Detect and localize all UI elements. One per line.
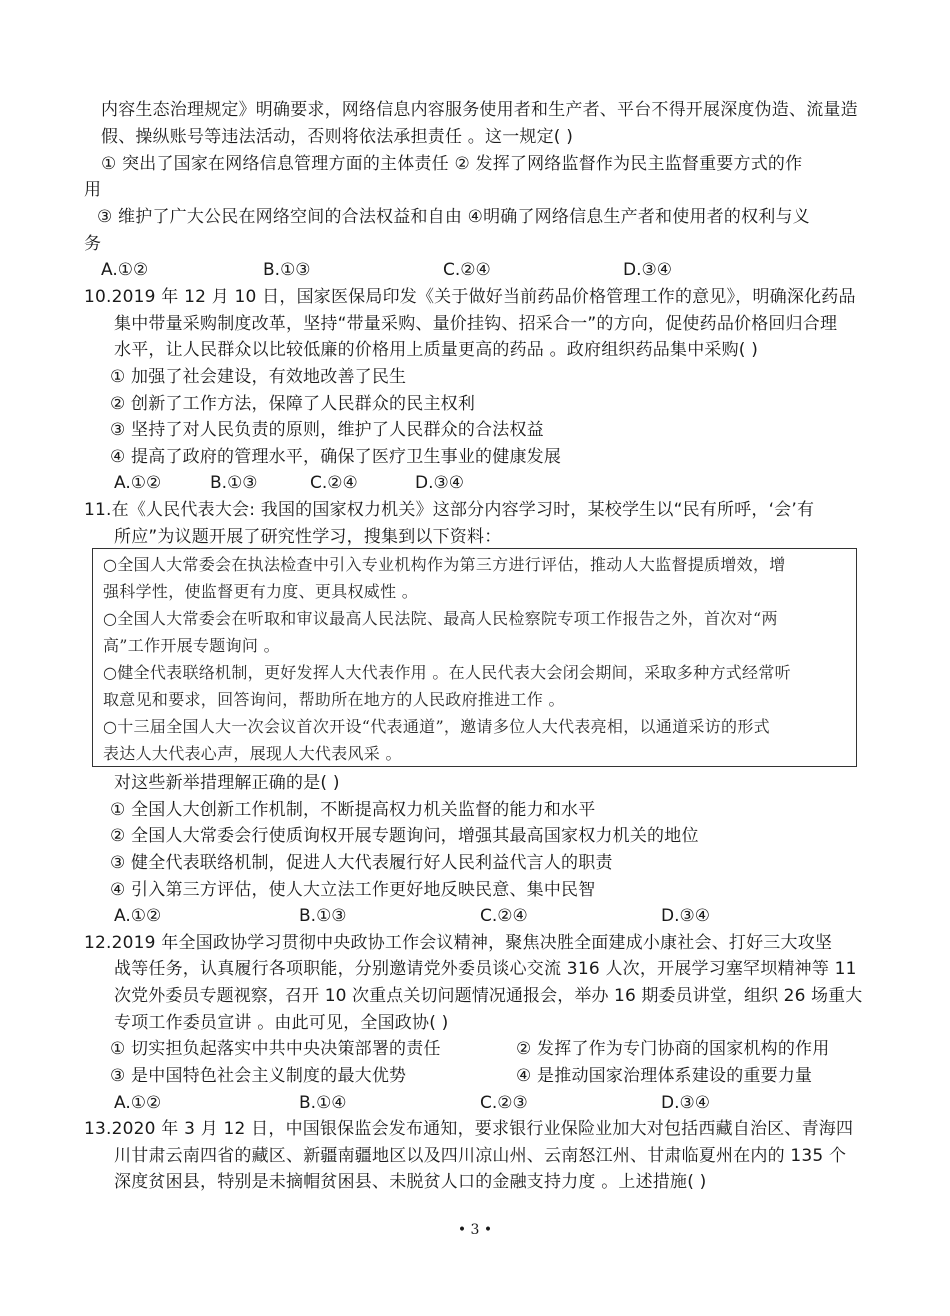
q11-stem-line-1: 11.在《人民代表大会: 我国的国家权力机关》这部分内容学习时，某校学生以“民有所呼，‘会’有 — [84, 500, 815, 520]
q11-material-line-2: 强科学性，使监督更有力度、更具权威性 。 — [103, 582, 419, 601]
q12-stem-line-1: 12.2019 年全国政协学习贯彻中央政协工作会议精神，聚焦决胜全面建成小康社会、打好三大攻坚 — [84, 933, 833, 953]
q11-option-a: A.①② — [114, 906, 162, 926]
q11-option-b: B.①③ — [299, 906, 347, 926]
q12-option-a: A.①② — [114, 1093, 162, 1113]
q10-stem-line-2: 集中带量采购制度改革，坚持“带量采购、量价挂钩、招采合一”的方向，促使药品价格回归合理 — [114, 314, 838, 334]
q12-option-c: C.②③ — [480, 1093, 528, 1113]
q9-option-a: A.①② — [101, 260, 149, 280]
q11-material-line-6: 取意见和要求，回答询问，帮助所在地方的人民政府推进工作 。 — [103, 690, 565, 709]
q9-item-line-2: 用 — [84, 180, 102, 200]
q11-option-d: D.③④ — [661, 906, 710, 926]
q9-stem-line-2: 假、操纵账号等违法活动，否则将依法承担责任 。这一规定( ) — [101, 127, 574, 147]
q13-stem-line-3: 深度贫困县，特别是未摘帽贫困县、未脱贫人口的金融支持力度 。上述措施( ) — [114, 1172, 707, 1192]
q10-option-a: A.①② — [114, 473, 162, 493]
q10-option-d: D.③④ — [415, 473, 464, 493]
q10-stem-line-3: 水平，让人民群众以比较低廉的价格用上质量更高的药品 。政府组织药品集中采购( ) — [114, 340, 759, 360]
page-number: • 3 • — [457, 1222, 493, 1238]
q9-item-line-1: ① 突出了国家在网络信息管理方面的主体责任 ② 发挥了网络监督作为民主监督重要方式的作 — [101, 154, 803, 174]
q10-item-2: ② 创新了工作方法，保障了人民群众的民主权利 — [110, 394, 476, 414]
q10-option-c: C.②④ — [310, 473, 358, 493]
q9-item-line-3: ③ 维护了广大公民在网络空间的合法权益和自由 ④明确了网络信息生产者和使用者的权利与义 — [97, 207, 810, 227]
q9-stem-line-1: 内容生态治理规定》明确要求，网络信息内容服务使用者和生产者、平台不得开展深度伪造、流量造 — [101, 100, 858, 120]
q11-item-2: ② 全国人大常委会行使质询权开展专题询问，增强其最高国家权力机关的地位 — [110, 826, 699, 846]
q11-material-line-8: 表达人大代表心声，展现人大代表风采 。 — [103, 744, 402, 763]
q11-material-box — [92, 548, 857, 767]
q10-option-b: B.①③ — [210, 473, 258, 493]
q9-option-c: C.②④ — [443, 260, 491, 280]
q13-stem-line-1: 13.2020 年 3 月 12 日，中国银保监会发布通知，要求银行业保险业加大对包括西藏自治区、青海四 — [84, 1119, 854, 1139]
q9-option-b: B.①③ — [263, 260, 311, 280]
q11-material-line-4: 高”工作开展专题询问 。 — [103, 636, 280, 655]
q12-stem-line-2: 战等任务，认真履行各项职能，分别邀请党外委员谈心交流 316 人次，开展学习塞罕坝精神等 11 — [114, 959, 857, 979]
q12-item-4: ④ 是推动国家治理体系建设的重要力量 — [516, 1066, 813, 1086]
q11-stem-line-2: 所应”为议题开展了研究性学习，搜集到以下资料： — [114, 527, 502, 547]
q11-item-3: ③ 健全代表联络机制，促进人大代表履行好人民利益代言人的职责 — [110, 853, 613, 873]
q9-item-line-4: 务 — [84, 234, 102, 254]
q12-stem-line-3: 次党外委员专题视察，召开 10 次重点关切问题情况通报会，举办 16 期委员讲堂，组织 26 场重大 — [114, 986, 863, 1006]
q12-option-d: D.③④ — [661, 1093, 710, 1113]
q11-option-c: C.②④ — [480, 906, 528, 926]
q12-item-2: ② 发挥了作为专门协商的国家机构的作用 — [516, 1039, 830, 1059]
q11-material-line-7: ○十三届全国人大一次会议首次开设“代表通道”，邀请多位人大代表亮相，以通道采访的形式 — [103, 717, 770, 736]
q10-item-3: ③ 坚持了对人民负责的原则，维护了人民群众的合法权益 — [110, 420, 544, 440]
q13-stem-line-2: 川甘肃云南四省的藏区、新疆南疆地区以及四川凉山州、云南怒江州、甘肃临夏州在内的 135 个 — [114, 1146, 847, 1166]
q12-item-3: ③ 是中国特色社会主义制度的最大优势 — [110, 1066, 407, 1086]
q11-material-line-5: ○健全代表联络机制，更好发挥人大代表作用 。在人民代表大会闭会期间，采取多种方式经常听 — [103, 663, 791, 682]
q10-stem-line-1: 10.2019 年 12 月 10 日，国家医保局印发《关于做好当前药品价格管理工作的意见》，明确深化药品 — [84, 287, 856, 307]
q9-option-d: D.③④ — [623, 260, 672, 280]
q11-item-4: ④ 引入第三方评估，使人大立法工作更好地反映民意、集中民智 — [110, 880, 596, 900]
q11-material-line-3: ○全国人大常委会在听取和审议最高人民法院、最高人民检察院专项工作报告之外，首次对“两 — [103, 609, 778, 628]
q11-material-line-1: ○全国人大常委会在执法检查中引入专业机构作为第三方进行评估，推动人大监督提质增效，增 — [103, 555, 786, 574]
q10-item-4: ④ 提高了政府的管理水平，确保了医疗卫生事业的健康发展 — [110, 447, 562, 467]
q11-question: 对这些新举措理解正确的是( ) — [114, 773, 340, 793]
q12-option-b: B.①④ — [299, 1093, 347, 1113]
q12-item-1: ① 切实担负起落实中共中央决策部署的责任 — [110, 1039, 441, 1059]
q12-stem-line-4: 专项工作委员宣讲 。由此可见，全国政协( ) — [114, 1013, 449, 1033]
q11-item-1: ① 全国人大创新工作机制，不断提高权力机关监督的能力和水平 — [110, 800, 596, 820]
q10-item-1: ① 加强了社会建设，有效地改善了民生 — [110, 367, 407, 387]
